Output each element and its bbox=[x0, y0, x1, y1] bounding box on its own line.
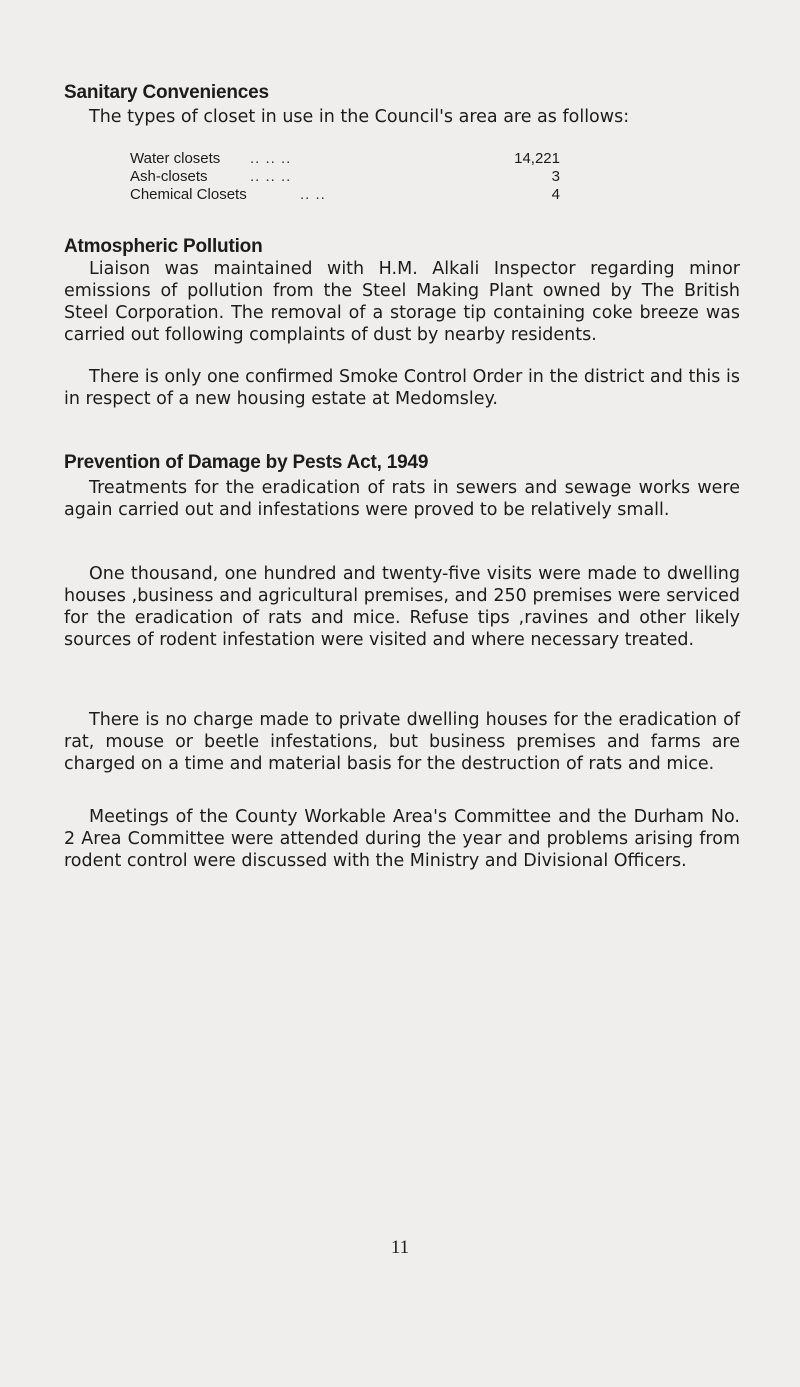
closet-count: 4 bbox=[551, 186, 560, 203]
atmospheric-paragraph-1: Liaison was maintained with H.M. Alkali Inspector regarding minor emissions of pollution from the Steel Making Plant owned by The British Steel Corporation. The removal of a storage tip containing coke breeze was carried out following complaints of dust by nearby residents. bbox=[64, 259, 740, 345]
closet-type: Chemical Closets bbox=[130, 186, 247, 203]
atmospheric-pollution-heading: Atmospheric Pollution bbox=[64, 236, 263, 257]
leader-dots: .. .. bbox=[300, 186, 326, 203]
atmospheric-paragraph-2: There is only one confirmed Smoke Control Order in the district and this is in respect of a new housing estate at Medomsley. bbox=[64, 367, 740, 409]
leader-dots: .. .. .. bbox=[250, 150, 292, 167]
pests-paragraph-1: Treatments for the eradication of rats in sewers and sewage works were again carried out and infestations were proved to be relatively small. bbox=[64, 478, 740, 520]
closet-count: 14,221 bbox=[514, 150, 560, 167]
leader-dots: .. .. .. bbox=[250, 168, 292, 185]
pests-paragraph-3: There is no charge made to private dwelling houses for the eradication of rat, mouse or beetle infestations, but business premises and farms are charged on a time and material basis for the destruction of rats and mice. bbox=[64, 710, 740, 774]
closet-count: 3 bbox=[551, 168, 560, 185]
pests-paragraph-4: Meetings of the County Workable Area's Committee and the Durham No. 2 Area Committee were attended during the year and problems arising from rodent control were discussed with the Ministry and Divisional Officers. bbox=[64, 807, 740, 871]
closet-table bbox=[130, 150, 560, 204]
page-number: 11 bbox=[390, 1237, 410, 1258]
pests-act-heading: Prevention of Damage by Pests Act, 1949 bbox=[64, 452, 429, 473]
table-row bbox=[130, 150, 560, 168]
sanitary-intro: The types of closet in use in the Council's area are as follows: bbox=[89, 107, 630, 127]
table-row bbox=[130, 186, 560, 204]
table-row bbox=[130, 168, 560, 186]
pests-paragraph-2: One thousand, one hundred and twenty-five visits were made to dwelling houses ,business and agricultural premises, and 250 premises were serviced for the eradication of rats and mice. Refuse tips ,ravines and other likely sources of rodent infestation were visited and where necessary treated. bbox=[64, 564, 740, 650]
closet-type: Ash-closets bbox=[130, 168, 208, 185]
closet-type: Water closets bbox=[130, 150, 221, 167]
sanitary-conveniences-heading: Sanitary Conveniences bbox=[64, 82, 269, 103]
